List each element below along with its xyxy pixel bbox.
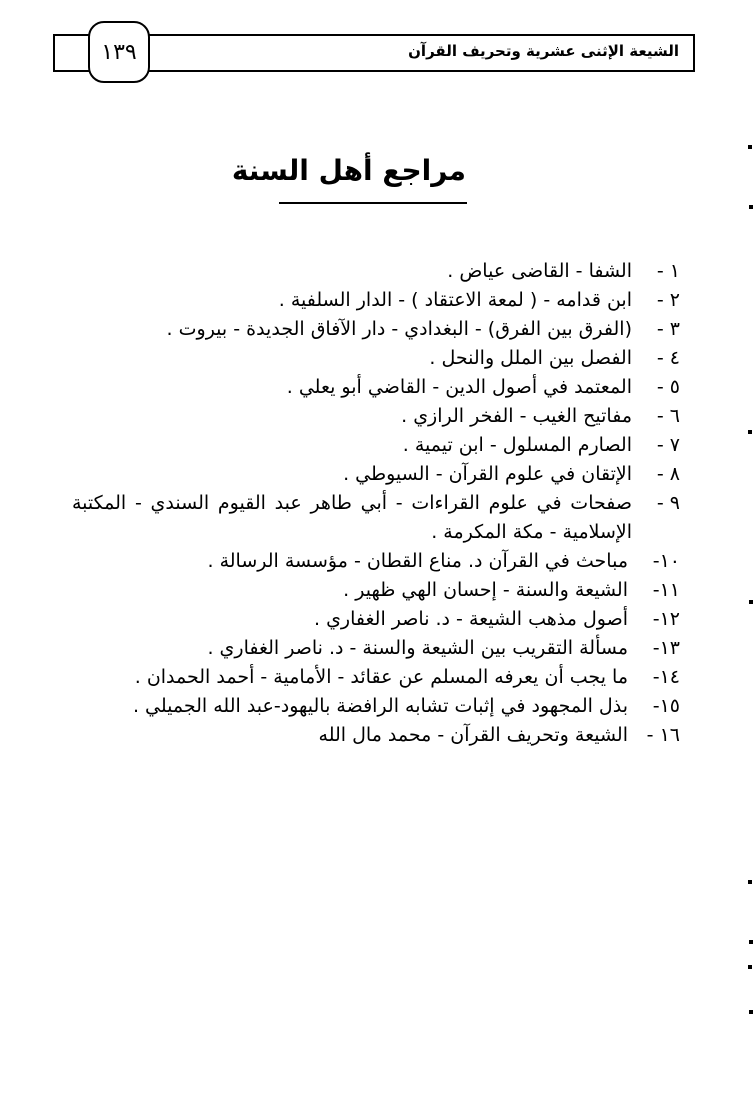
item-text: الإتقان في علوم القرآن - السيوطي . <box>343 463 632 485</box>
list-item <box>60 576 680 605</box>
item-number: ٣ - <box>656 318 680 340</box>
list-item <box>60 402 680 431</box>
list-item <box>60 344 680 373</box>
item-number: ٨ - <box>656 463 680 485</box>
list-item <box>60 489 680 547</box>
item-text: الصارم المسلول - ابن تيمية . <box>402 434 632 456</box>
list-item <box>60 431 680 460</box>
item-text: الفصل بين الملل والنحل . <box>429 347 632 369</box>
scan-mark <box>749 940 753 944</box>
item-number: ١٠- <box>652 550 680 572</box>
item-number: ٢ - <box>656 289 680 311</box>
running-title: الشيعة الإثنى عشرية وتحريف القرآن <box>408 42 679 60</box>
scan-mark <box>749 600 753 604</box>
item-number: ١ - <box>656 260 680 282</box>
item-number: ٤ - <box>656 347 680 369</box>
item-number: ٦ - <box>656 405 680 427</box>
item-text: مباحث في القرآن د. مناع القطان - مؤسسة الرسالة . <box>207 550 628 572</box>
list-item <box>60 286 680 315</box>
list-item <box>60 605 680 634</box>
scan-mark <box>748 965 752 969</box>
list-item <box>60 547 680 576</box>
list-item <box>60 663 680 692</box>
item-number: ١٢- <box>652 608 680 630</box>
page-number: ١٣٩ <box>88 21 150 83</box>
heading-underline <box>279 202 467 204</box>
scan-mark <box>749 205 753 209</box>
item-number: ١٦ - <box>646 724 680 746</box>
list-item <box>60 721 680 750</box>
list-item <box>60 257 680 286</box>
list-item <box>60 315 680 344</box>
item-number: ٥ - <box>656 376 680 398</box>
item-text: صفحات في علوم القراءات - أبي طاهر عبد القيوم السندي - المكتبة الإسلامية - مكة المكرمة . <box>72 492 632 543</box>
list-item <box>60 460 680 489</box>
item-text: أصول مذهب الشيعة - د. ناصر الغفاري . <box>313 608 628 630</box>
item-text: الشيعة وتحريف القرآن - محمد مال الله <box>318 724 628 746</box>
list-item <box>60 373 680 402</box>
item-number: ٩ - <box>656 492 680 514</box>
item-text: ما يجب أن يعرفه المسلم عن عقائد - الأمامية - أحمد الحمدان . <box>134 666 628 688</box>
list-item <box>60 692 680 721</box>
scan-mark <box>748 430 752 434</box>
item-text: الشيعة والسنة - إحسان الهي ظهير . <box>343 579 628 601</box>
item-text: مسألة التقريب بين الشيعة والسنة - د. ناصر الغفاري . <box>207 637 628 659</box>
reference-list <box>60 257 680 750</box>
scan-mark <box>748 880 752 884</box>
item-number: ١٥- <box>652 695 680 717</box>
item-number: ٧ - <box>656 434 680 456</box>
item-text: ابن قدامه - ( لمعة الاعتقاد ) - الدار السلفية . <box>278 289 632 311</box>
item-number: ١٣- <box>652 637 680 659</box>
item-number: ١١- <box>652 579 680 601</box>
scan-mark <box>748 145 752 149</box>
item-text: المعتمد في أصول الدين - القاضي أبو يعلي . <box>286 376 632 398</box>
scan-mark <box>749 1010 753 1014</box>
item-text: بذل المجهود في إثبات تشابه الرافضة باليهود-عبد الله الجميلي . <box>132 695 628 717</box>
list-item <box>60 634 680 663</box>
item-text: مفاتيح الغيب - الفخر الرازي . <box>401 405 632 427</box>
item-text: الشفا - القاضى عياض . <box>447 260 632 282</box>
item-text: (الفرق بين الفرق) - البغدادي - دار الآفاق الجديدة - بيروت . <box>166 318 632 340</box>
item-number: ١٤- <box>652 666 680 688</box>
section-heading: مراجع أهل السنة <box>231 154 466 187</box>
